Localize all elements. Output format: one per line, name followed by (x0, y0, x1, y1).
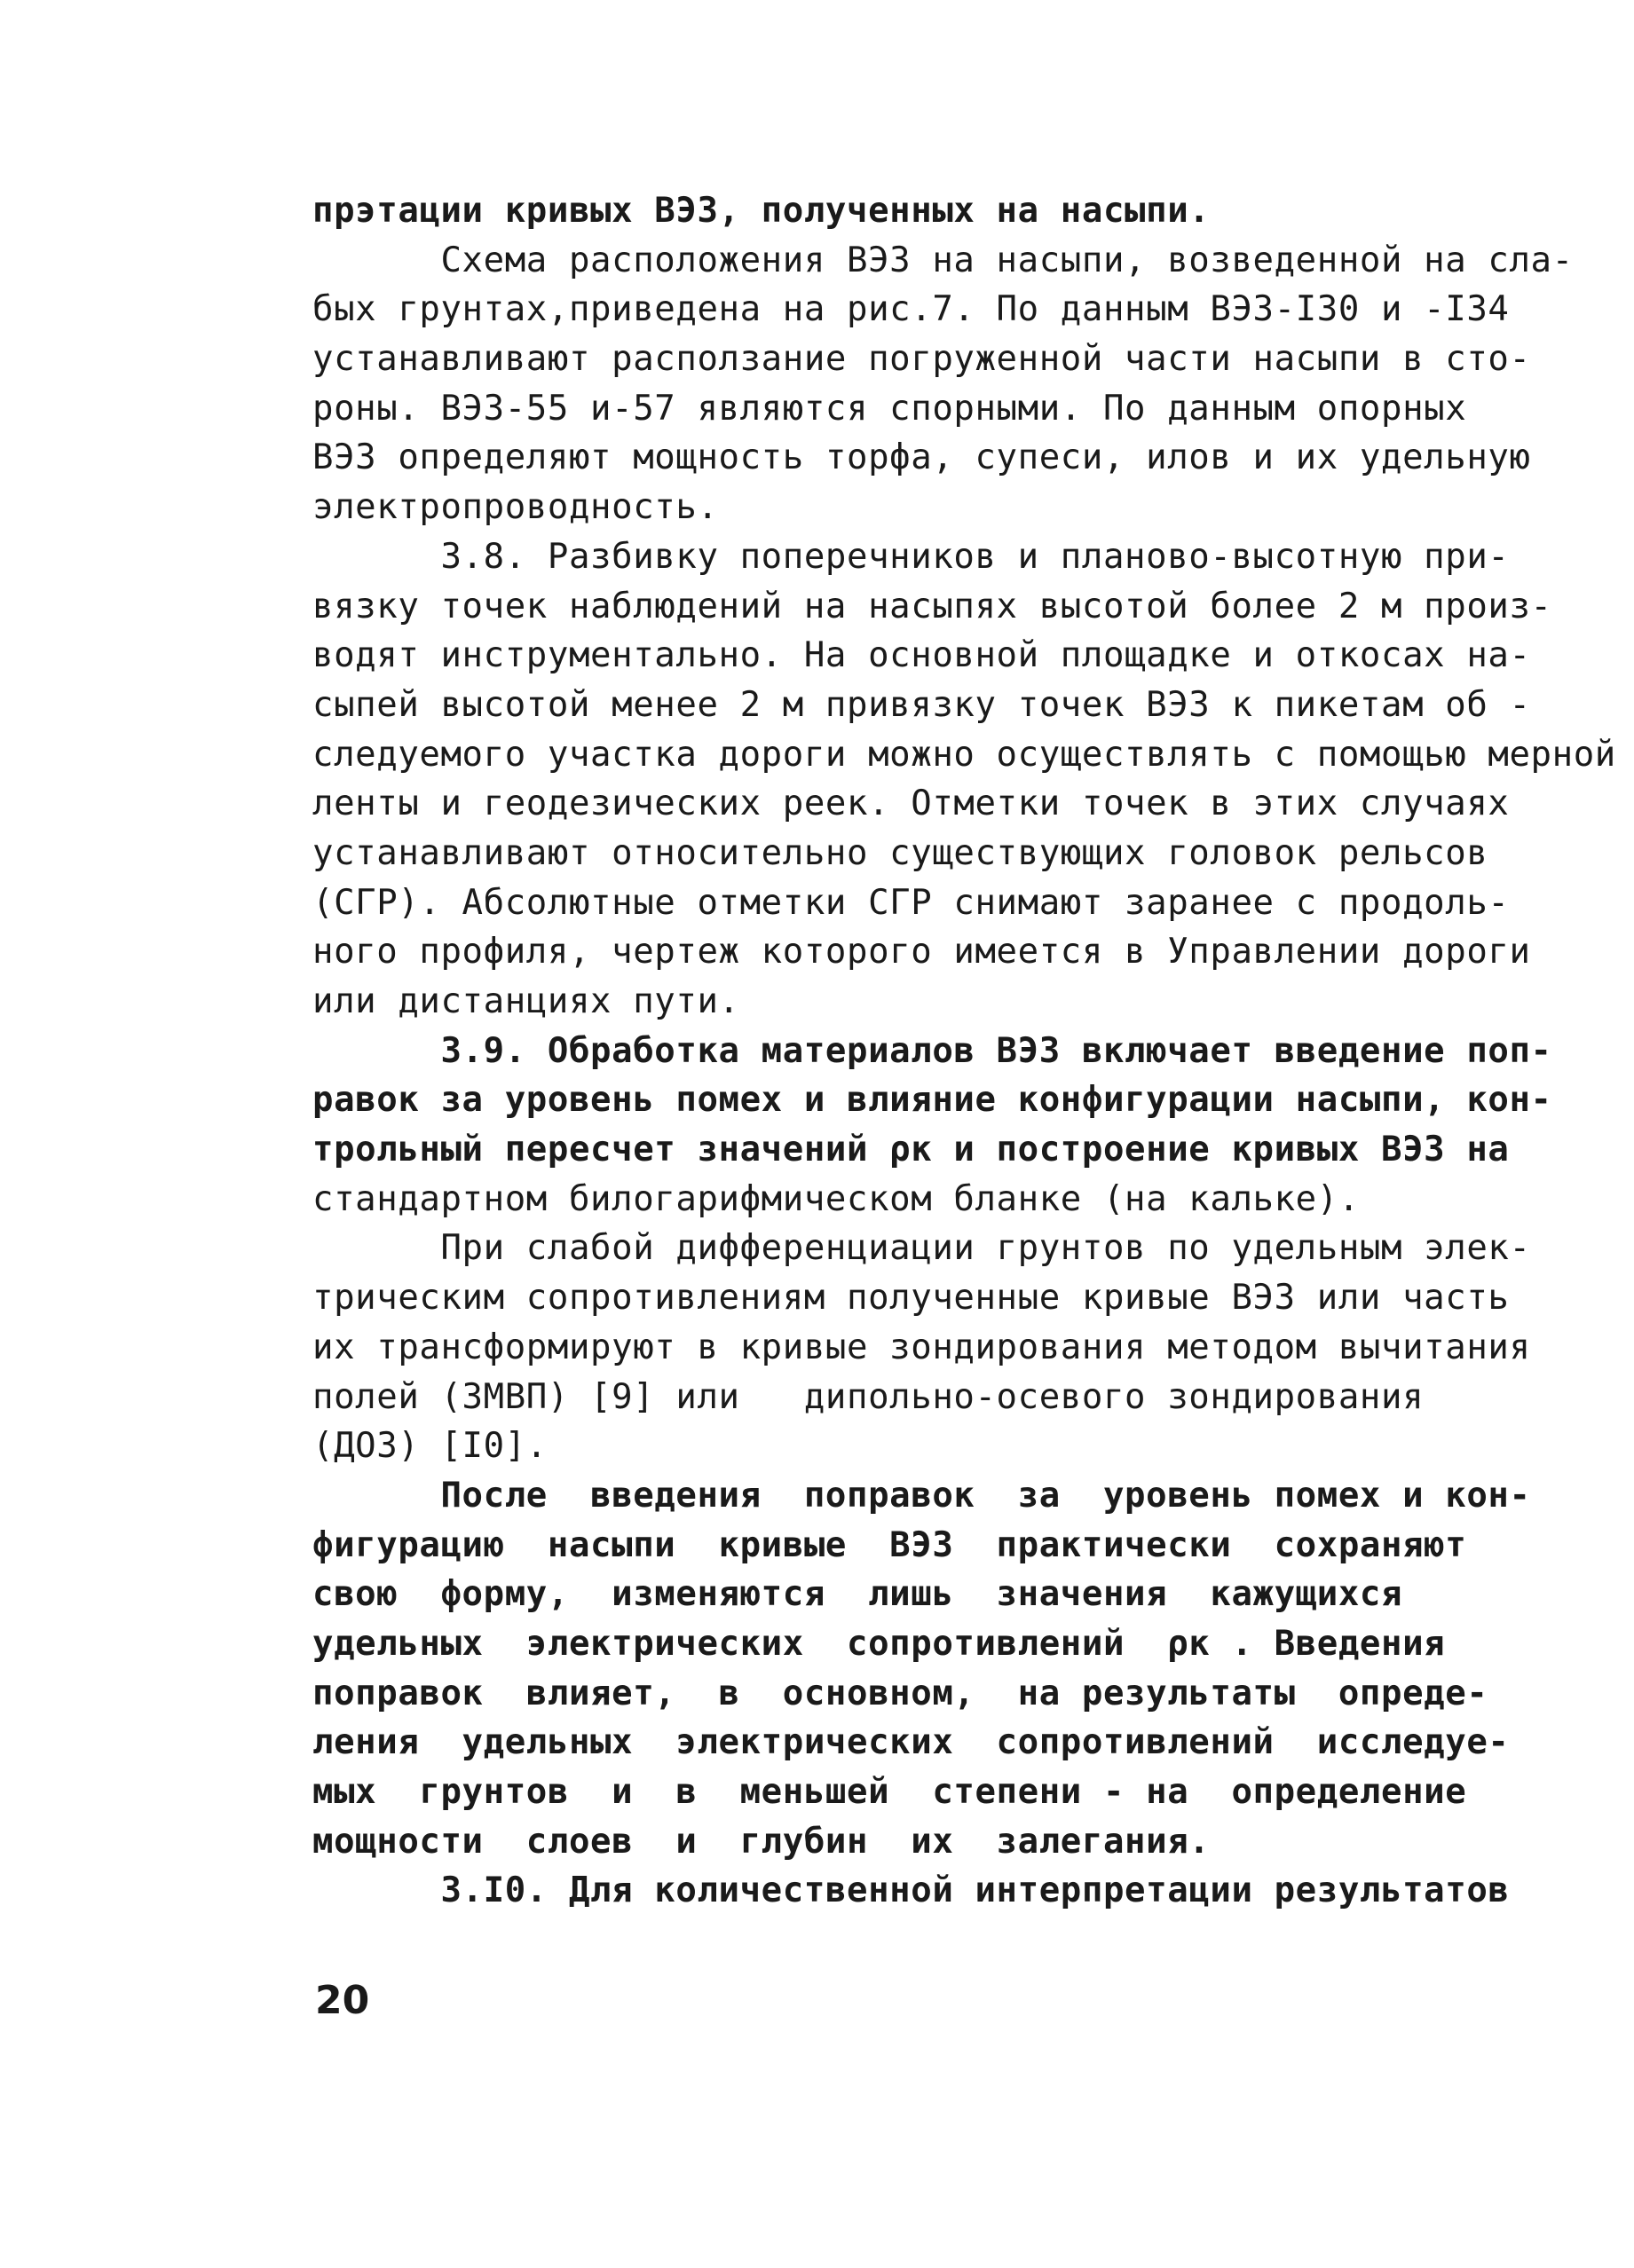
text-line: стандартном билогарифмическом бланке (на кальке). (312, 1178, 1360, 1219)
text-line: свою форму, изменяются лишь значения кажущихся (312, 1574, 1403, 1615)
text-line: водят инструментально. На основной площадке и откосах на- (312, 635, 1531, 676)
text-line: ленты и геодезических реек. Отметки точек в этих случаях (312, 784, 1510, 824)
text-line: фигурацию насыпи кривые ВЭЗ практически сохраняют (312, 1524, 1467, 1565)
text-line: 3.8. Разбивку поперечников и планово-высотную при- (312, 536, 1510, 577)
text-line: мых грунтов и в меньшей степени - на определение (312, 1772, 1467, 1812)
text-line: (СГР). Абсолютные отметки СГР снимают заранее с продоль- (312, 882, 1510, 923)
text-line: роны. ВЭЗ-55 и-57 являются спорными. По данным опорных (312, 388, 1467, 429)
text-line: При слабой дифференциации грунтов по удельным элек- (312, 1228, 1531, 1269)
text-line: или дистанциях пути. (312, 981, 740, 1021)
page-number: 20 (315, 1978, 370, 2023)
text-line: полей (ЗМВП) [9] или дипольно-осевого зондирования (312, 1376, 1425, 1417)
text-line: ного профиля, чертеж которого имеется в Управлении дороги (312, 932, 1531, 973)
text-line: (ДОЗ) [I0]. (312, 1426, 548, 1467)
text-line: мощности слоев и глубин их залегания. (312, 1821, 1211, 1862)
text-line: электропроводность. (312, 487, 719, 528)
text-line: следуемого участка дороги можно осуществлять с помощью мерной (312, 734, 1616, 775)
text-line: поправок влияет, в основном, на результаты опреде- (312, 1673, 1488, 1713)
text-line: ВЭЗ определяют мощность торфа, супеси, илов и их удельную (312, 437, 1531, 478)
text-line: бых грунтах,приведена на рис.7. По данным ВЭЗ-I30 и -I34 (312, 289, 1510, 330)
text-line: Схема расположения ВЭЗ на насыпи, возведенной на сла- (312, 240, 1574, 280)
text-line: 3.9. Обработка материалов ВЭЗ включает введение поп- (312, 1030, 1552, 1071)
text-line: их трансформируют в кривые зондирования методом вычитания (312, 1327, 1531, 1367)
text-line: устанавливают расползание погруженной части насыпи в сто- (312, 339, 1531, 380)
text-line: ления удельных электрических сопротивлений исследуе- (312, 1722, 1510, 1763)
text-line: вязку точек наблюдений на насыпях высотой более 2 м произ- (312, 586, 1552, 626)
body-text (312, 186, 1616, 1916)
text-line: равок за уровень помех и влияние конфигурации насыпи, кон- (312, 1080, 1552, 1121)
text-line: сыпей высотой менее 2 м привязку точек ВЭЗ к пикетам об - (312, 684, 1531, 725)
text-line: 3.I0. Для количественной интерпретации результатов (312, 1870, 1510, 1911)
text-line: прэтации кривых ВЭЗ, полученных на насыпи. (312, 191, 1211, 231)
text-line: трольный пересчет значений ρк и построение кривых ВЭЗ на (312, 1130, 1510, 1170)
text-line: удельных электрических сопротивлений ρк . Введения (312, 1623, 1446, 1664)
text-line: После введения поправок за уровень помех и кон- (312, 1475, 1531, 1516)
text-line: устанавливают относительно существующих головок рельсов (312, 832, 1488, 873)
text-line: трическим сопротивлениям полученные кривые ВЭЗ или часть (312, 1278, 1510, 1319)
